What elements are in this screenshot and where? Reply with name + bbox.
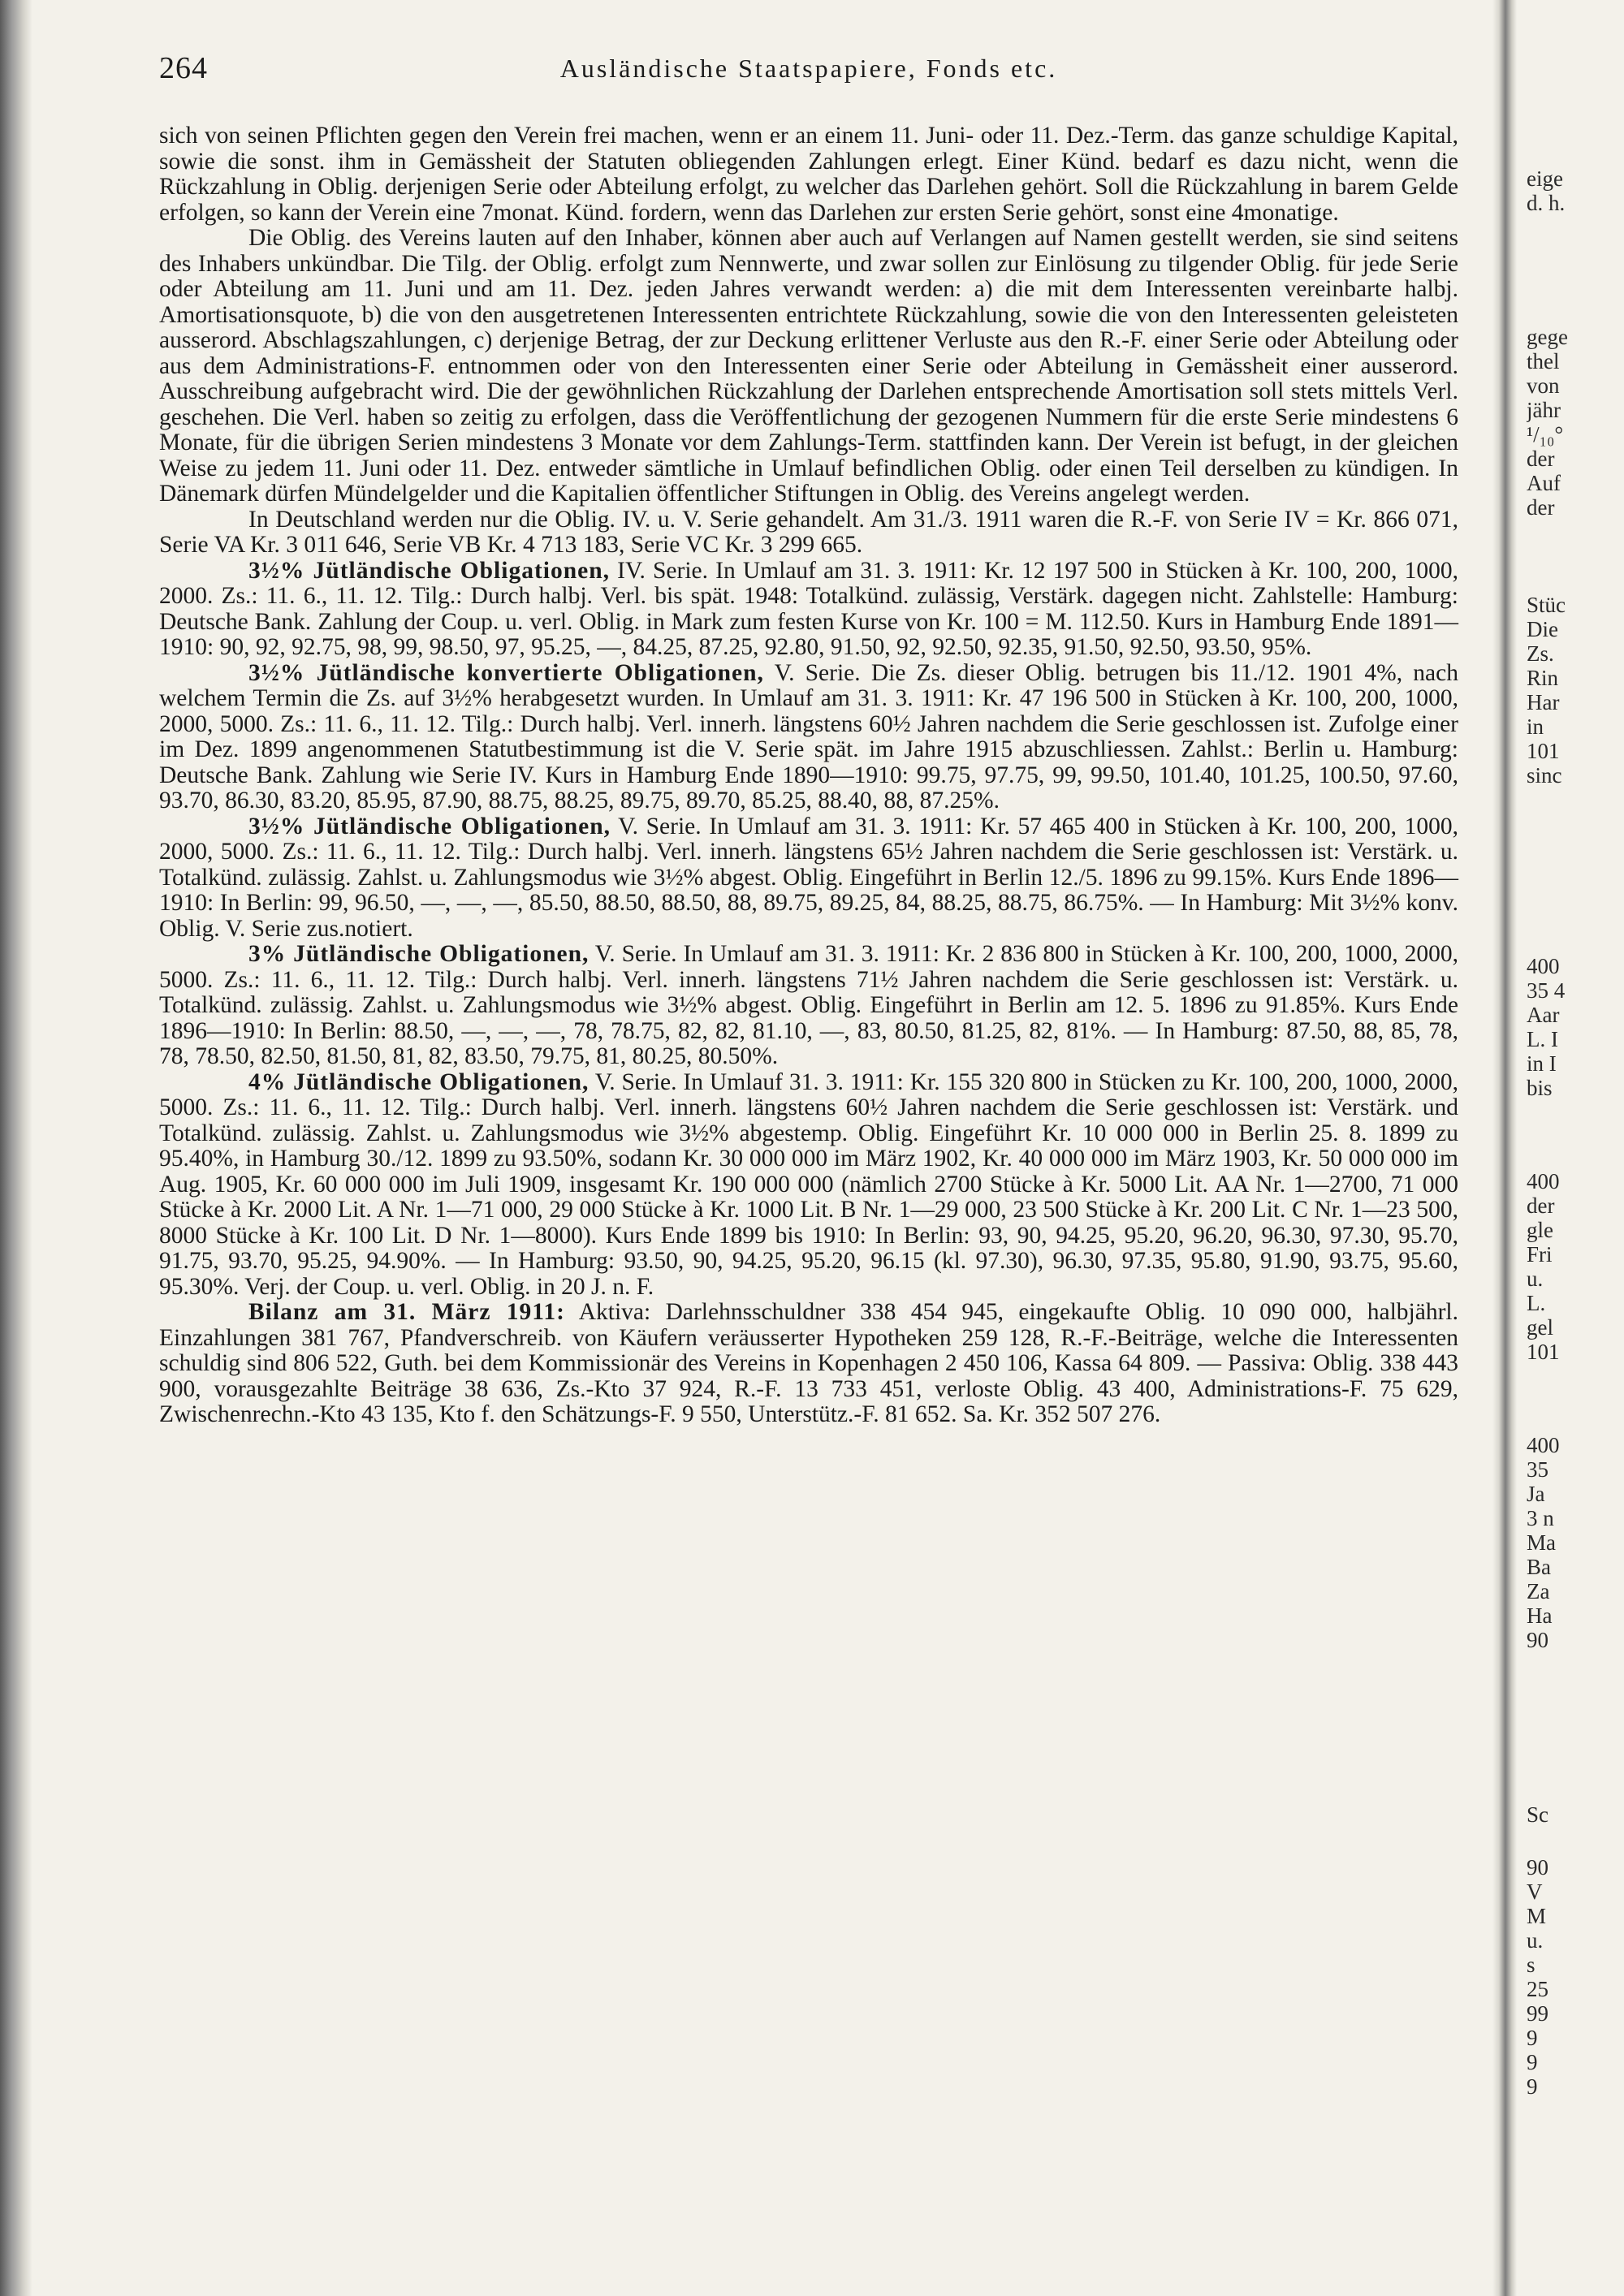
entry-text: V. Serie. Die Zs. dieser Oblig. betrugen bis 11./12. 1901 4%, nach welchem Termin die Zs. auf 3½% herabgesetzt wurden. In Umlauf am 31. 3. 1911: Kr. 47 196 500 in Stücken à Kr. 100, 200, 1000, 2000, 5000. Zs.: 11. 6., 11. 12. Tilg.: Durch halbj. Verl. innerh. längstens 60½ Jahren nachdem die Serie geschlossen ist. Zufolge einer im Dez. 1899 angenommenen Statutbestimmung ist die V. Serie spät. im Jahre 1915 abzuschliessen. Zahlst.: Berlin u. Hamburg: Deutsche Bank. Zahlung wie Serie IV. Kurs in Hamburg Ende 1890—1910: 99.75, 97.75, 99, 99.50, 101.40, 101.25, 100.50, 97.60, 93.70, 86.30, 83.20, 85.95, 87.90, 88.75, 88.25, 89.75, 89.70, 85.25, 88.40, 88, 87.25%. — [159, 659, 1458, 814]
entry-3-5-percent-converted-series-v — [159, 661, 1458, 814]
adjacent-page-text: bis — [1527, 1076, 1553, 1100]
adjacent-page-text: Auf — [1527, 471, 1561, 495]
scan-shadow-left — [0, 0, 32, 2296]
adjacent-page-text: 35 — [1527, 1457, 1548, 1482]
paragraph-text: Die Oblig. des Vereins lauten auf den Inhaber, können aber auch auf Verlangen auf Namen gestellt werden, sie sind seitens des Inhabers unkündbar. Die Tilg. der Oblig. erfolgt zum Nennwerte, und zwar sollen zur Einlösung zu tilgender Oblig. für jede Serie oder Abteilung am 11. Juni und am 11. Dez. jeden Jahres verwandt werden: a) die mit dem Interessenten vereinbarte halbj. Amortisationsquote, b) die von den ausgetretenen Interessenten entrichtete Rückzahlung, sowie die von den Interessenten geleisteten ausserord. Abschlagszahlungen, c) derjenige Betrag, der zur Deckung erlittener Verluste aus den R.-F. einer Serie oder Abteilung oder aus dem Administrations-F. entnommen oder von den Interessenten einer Serie oder Abteilung in Gemässheit einer ausserord. Ausschreibung aufgebracht wird. Die der gewöhnlichen Rückzahlung der Darlehen entsprechende Amortisation soll stets mittels Verl. geschehen. Die Verl. haben so zeitig zu erfolgen, dass die Veröffentlichung der gezogenen Nummern für die erste Serie mindestens 6 Monate, für die übrigen Serien mindestens 3 Monate vor dem Zahlungs-Term. stattfinden kann. Der Verein ist befugt, in der gleichen Weise zu jedem 11. Juni oder 11. Dez. entweder sämtliche in Umlauf befindlichen Oblig. oder einen Teil derselben zu kündigen. In Dänemark dürfen Mündelgelder und die Kapitalien öffentlicher Stiftungen in Oblig. des Vereins angelegt werden. — [159, 225, 1458, 507]
adjacent-page-text: Ja — [1527, 1482, 1545, 1506]
adjacent-page-text: 101 — [1527, 739, 1560, 763]
adjacent-page-text: 90 — [1527, 1855, 1548, 1880]
adjacent-page-text: d. h. — [1527, 191, 1566, 215]
adjacent-page-text: 9 — [1527, 2074, 1538, 2099]
book-gutter — [1492, 0, 1517, 2296]
adjacent-page-text: 3 n — [1527, 1506, 1554, 1530]
adjacent-page-text: 400 — [1527, 954, 1560, 978]
adjacent-page-text: 9 — [1527, 2050, 1538, 2074]
entry-text: Aktiva: Darlehnsschuldner 338 454 945, eingekaufte Oblig. 10 090 000, halbjährl. Einzahlungen 381 767, Pfandverschreib. von Käufern veräusserter Hypotheken 259 128, R.-F.-Beiträge, welche die Interessenten schuldig sind 806 522, Guth. bei dem Kommissionär des Vereins in Kopenhagen 2 450 106, Kassa 64 809. — Passiva: Oblig. 338 443 900, vorausgezahlte Beiträge 38 636, Zs.-Kto 37 924, R.-F. 13 733 451, verloste Oblig. 43 400, Administrations-F. 75 629, Zwischenrechn.-Kto 43 135, Kto f. den Schätzungs-F. 9 550, Unterstütz.-F. 81 652. Sa. Kr. 352 507 276. — [159, 1299, 1458, 1427]
adjacent-page-text: Die — [1527, 617, 1558, 641]
adjacent-page-text: gege — [1527, 325, 1568, 349]
entry-heading: Bilanz am 31. März 1911: — [248, 1299, 565, 1325]
adjacent-page-text: Har — [1527, 690, 1560, 714]
adjacent-page-text: L. — [1527, 1291, 1546, 1315]
adjacent-page-text: M — [1527, 1904, 1547, 1928]
adjacent-page-text: in — [1527, 714, 1544, 739]
adjacent-page-fragment — [1527, 0, 1624, 2296]
adjacent-page-text: 101 — [1527, 1340, 1560, 1364]
adjacent-page-text: 99 — [1527, 2001, 1548, 2026]
adjacent-page-text: 35 4 — [1527, 978, 1566, 1003]
adjacent-page-text: sinc — [1527, 763, 1562, 788]
paragraph-text: sich von seinen Pflichten gegen den Verein frei machen, wenn er an einem 11. Juni- oder 11. Dez.-Term. das ganze schuldige Kapital, sowie die sonst. ihm in Gemässheit der Statuten obliegenden Zahlungen erlegt. Einer Künd. bedarf es dazu nicht, wenn die Rückzahlung in Oblig. derjenigen Serie oder Abteilung erfolgt, zu welcher das Darlehen gehört. Soll die Rückzahlung in barem Gelde erfolgen, so kann der Verein eine 7monat. Künd. fordern, wenn das Darlehen zur ersten Serie gehört, sonst eine 4monatige. — [159, 123, 1458, 226]
adjacent-page-text: Sc — [1527, 1802, 1548, 1827]
adjacent-page-text: Ha — [1527, 1603, 1553, 1628]
adjacent-page-text: gle — [1527, 1218, 1553, 1242]
page-header — [159, 50, 1458, 107]
entry-text: V. Serie. In Umlauf am 31. 3. 1911: Kr. 57 465 400 in Stücken à Kr. 100, 200, 1000, 2000, 5000. Zs.: 11. 6., 11. 12. Tilg.: Durch halbj. Verl. innerh. längstens 65½ Jahren nachdem die Serie geschlossen ist: Verstärk. u. Totalkünd. zulässig. Zahlst. u. Zahlungsmodus wie 3½% abgest. Oblig. Eingeführt in Berlin 12./5. 1896 zu 99.15%. Kurs Ende 1896—1910: In Berlin: 99, 96.50, —, —, —, 85.50, 88.50, 88.50, 88, 89.75, 89.25, 84, 88.25, 88.75, 86.75%. — In Hamburg: Mit 3½% konv. Oblig. V. Serie zus.notiert. — [159, 813, 1458, 942]
adjacent-page-text: in I — [1527, 1051, 1557, 1076]
adjacent-page-text: L. I — [1527, 1027, 1558, 1051]
adjacent-page-text: Za — [1527, 1579, 1550, 1603]
paragraph-germany-trading — [159, 507, 1458, 559]
entry-text: V. Serie. In Umlauf 31. 3. 1911: Kr. 155 320 800 in Stücken zu Kr. 100, 200, 1000, 2000, 5000. Zs.: 11. 6., 11. 12. Tilg.: Durch halbj. Verl. innerh. längstens 60½ Jahren nachdem die Serie geschlossen ist: Verstärk. und Totalkünd. zulässig. Zahlst. u. Zahlungsmodus wie 3½% abgestemp. Oblig. Eingeführt Kr. 10 000 000 in Berlin 25. 8. 1899 zu 95.40%, in Hamburg 30./12. 1899 zu 93.50%, sodann Kr. 30 000 000 im März 1902, Kr. 40 000 000 im März 1903, Kr. 50 000 000 im Aug. 1905, Kr. 60 000 000 im Juli 1909, insgesamt Kr. 190 000 000 (nämlich 2700 Stücke à Kr. 5000 Lit. AA Nr. 1—2700, 71 000 Stücke à Kr. 2000 Lit. A Nr. 1—71 000, 29 000 Stücke à Kr. 1000 Lit. B Nr. 1—29 000, 23 500 Stücke à Kr. 200 Lit. C Nr. 1—23 500, 8000 Stücke à Kr. 100 Lit. D Nr. 1—8000). Kurs Ende 1899 bis 1910: In Berlin: 93, 90, 94.25, 95.20, 96.20, 96.30, 97.30, 95.70, 91.75, 93.70, 95.25, 94.90%. — In Hamburg: 93.50, 90, 94.25, 95.20, 96.15 (kl. 97.30), 96.30, 97.35, 95.80, 91.90, 93.75, 95.60, 95.30%. Verj. der Coup. u. verl. Oblig. in 20 J. n. F. — [159, 1068, 1459, 1300]
adjacent-page-text: Stüc — [1527, 593, 1566, 617]
paragraph-continuation — [159, 123, 1458, 226]
adjacent-page-text: V — [1527, 1880, 1543, 1904]
entry-heading: 3% Jütländische Obligationen, — [248, 941, 590, 967]
adjacent-page-text: 90 — [1527, 1628, 1548, 1652]
adjacent-page-text: jähr — [1527, 398, 1561, 422]
adjacent-page-text: der — [1527, 495, 1555, 520]
adjacent-page-text: der — [1527, 447, 1555, 471]
entry-4-percent-series-v — [159, 1070, 1458, 1301]
adjacent-page-text: von — [1527, 373, 1560, 398]
adjacent-page-text: Rin — [1527, 666, 1559, 690]
page-number: 264 — [159, 51, 208, 85]
adjacent-page-text: s — [1527, 1953, 1535, 1977]
adjacent-page-text: 9 — [1527, 2026, 1538, 2050]
adjacent-page-text: gel — [1527, 1315, 1553, 1340]
adjacent-page-text: 25 — [1527, 1977, 1548, 2001]
adjacent-page-text: Ba — [1527, 1555, 1551, 1579]
adjacent-page-text: 400 — [1527, 1433, 1560, 1457]
adjacent-page-text: Zs. — [1527, 641, 1554, 666]
entry-text: V. Serie. In Umlauf am 31. 3. 1911: Kr. 2 836 800 in Stücken à Kr. 100, 200, 1000, 2000, 5000. Zs.: 11. 6., 11. 12. Tilg.: Durch halbj. Verl. innerh. längstens 71½ Jahren nachdem die Serie geschlossen ist: Verstärk. u. Totalkünd. zulässig. Zahlst. u. Zahlungsmodus wie 3½% abgest. Oblig. Eingeführt in Berlin am 12. 5. 1896 zu 91.85%. Kurs Ende 1896—1910: In Berlin: 88.50, —, —, —, 78, 78.75, 82, 82, 81.10, —, 83, 80.50, 81.25, 82, 81%. — In Hamburg: 87.50, 88, 85, 78, 78, 78.50, 82.50, 81.50, 81, 82, 83.50, 79.75, 81, 80.25, 80.50%. — [159, 941, 1458, 1069]
adjacent-page-text: 400 — [1527, 1169, 1560, 1193]
adjacent-page-text: Fri — [1527, 1242, 1553, 1267]
adjacent-page-text: Aar — [1527, 1003, 1560, 1027]
paragraph-obligations-terms — [159, 226, 1458, 507]
entry-3-5-percent-series-iv — [159, 559, 1458, 661]
adjacent-page-text: Ma — [1527, 1530, 1556, 1555]
entry-text: IV. Serie. In Umlauf am 31. 3. 1911: Kr. 12 197 500 in Stücken à Kr. 100, 200, 1000, 2000. Zs.: 11. 6., 11. 12. Tilg.: Durch halbj. Verl. bis spät. 1948: Totalkünd. zulässig, Verstärk. dagegen nicht. Zahlstelle: Hamburg: Deutsche Bank. Zahlung der Coup. u. verl. Oblig. in Mark zum festen Kurse von Kr. 100 = M. 112.50. Kurs in Hamburg Ende 1891—1910: 90, 92, 92.75, 98, 99, 98.50, 97, 95.25, —, 84.25, 87.25, 92.80, 91.50, 92, 92.50, 92.35, 91.50, 92.50, 93.50, 95%. — [159, 557, 1458, 660]
balance-sheet-1911 — [159, 1300, 1458, 1428]
body-text — [159, 123, 1458, 1428]
entry-3-5-percent-series-v — [159, 814, 1458, 943]
adjacent-page-text: ¹/₁₀° — [1527, 422, 1564, 447]
entry-heading: 3½% Jütländische Obligationen, — [248, 813, 611, 839]
running-title: Ausländische Staatspapiere, Fonds etc. — [559, 54, 1058, 83]
entry-heading: 3½% Jütländische konvertierte Obligationen, — [248, 659, 764, 686]
entry-heading: 3½% Jütländische Obligationen, — [248, 557, 610, 584]
book-page — [159, 50, 1458, 1428]
entry-3-percent-series-v — [159, 942, 1458, 1070]
paragraph-text: In Deutschland werden nur die Oblig. IV. u. V. Serie gehandelt. Am 31./3. 1911 waren die R.-F. von Serie IV = Kr. 866 071, Serie VA Kr. 3 011 646, Serie VB Kr. 4 713 183, Serie VC Kr. 3 299 665. — [159, 506, 1458, 558]
adjacent-page-text: der — [1527, 1193, 1555, 1218]
entry-heading: 4% Jütländische Obligationen, — [248, 1068, 590, 1095]
adjacent-page-text: thel — [1527, 349, 1560, 373]
adjacent-page-text: u. — [1527, 1267, 1544, 1291]
adjacent-page-text: eige — [1527, 166, 1563, 191]
adjacent-page-text: u. — [1527, 1928, 1544, 1953]
